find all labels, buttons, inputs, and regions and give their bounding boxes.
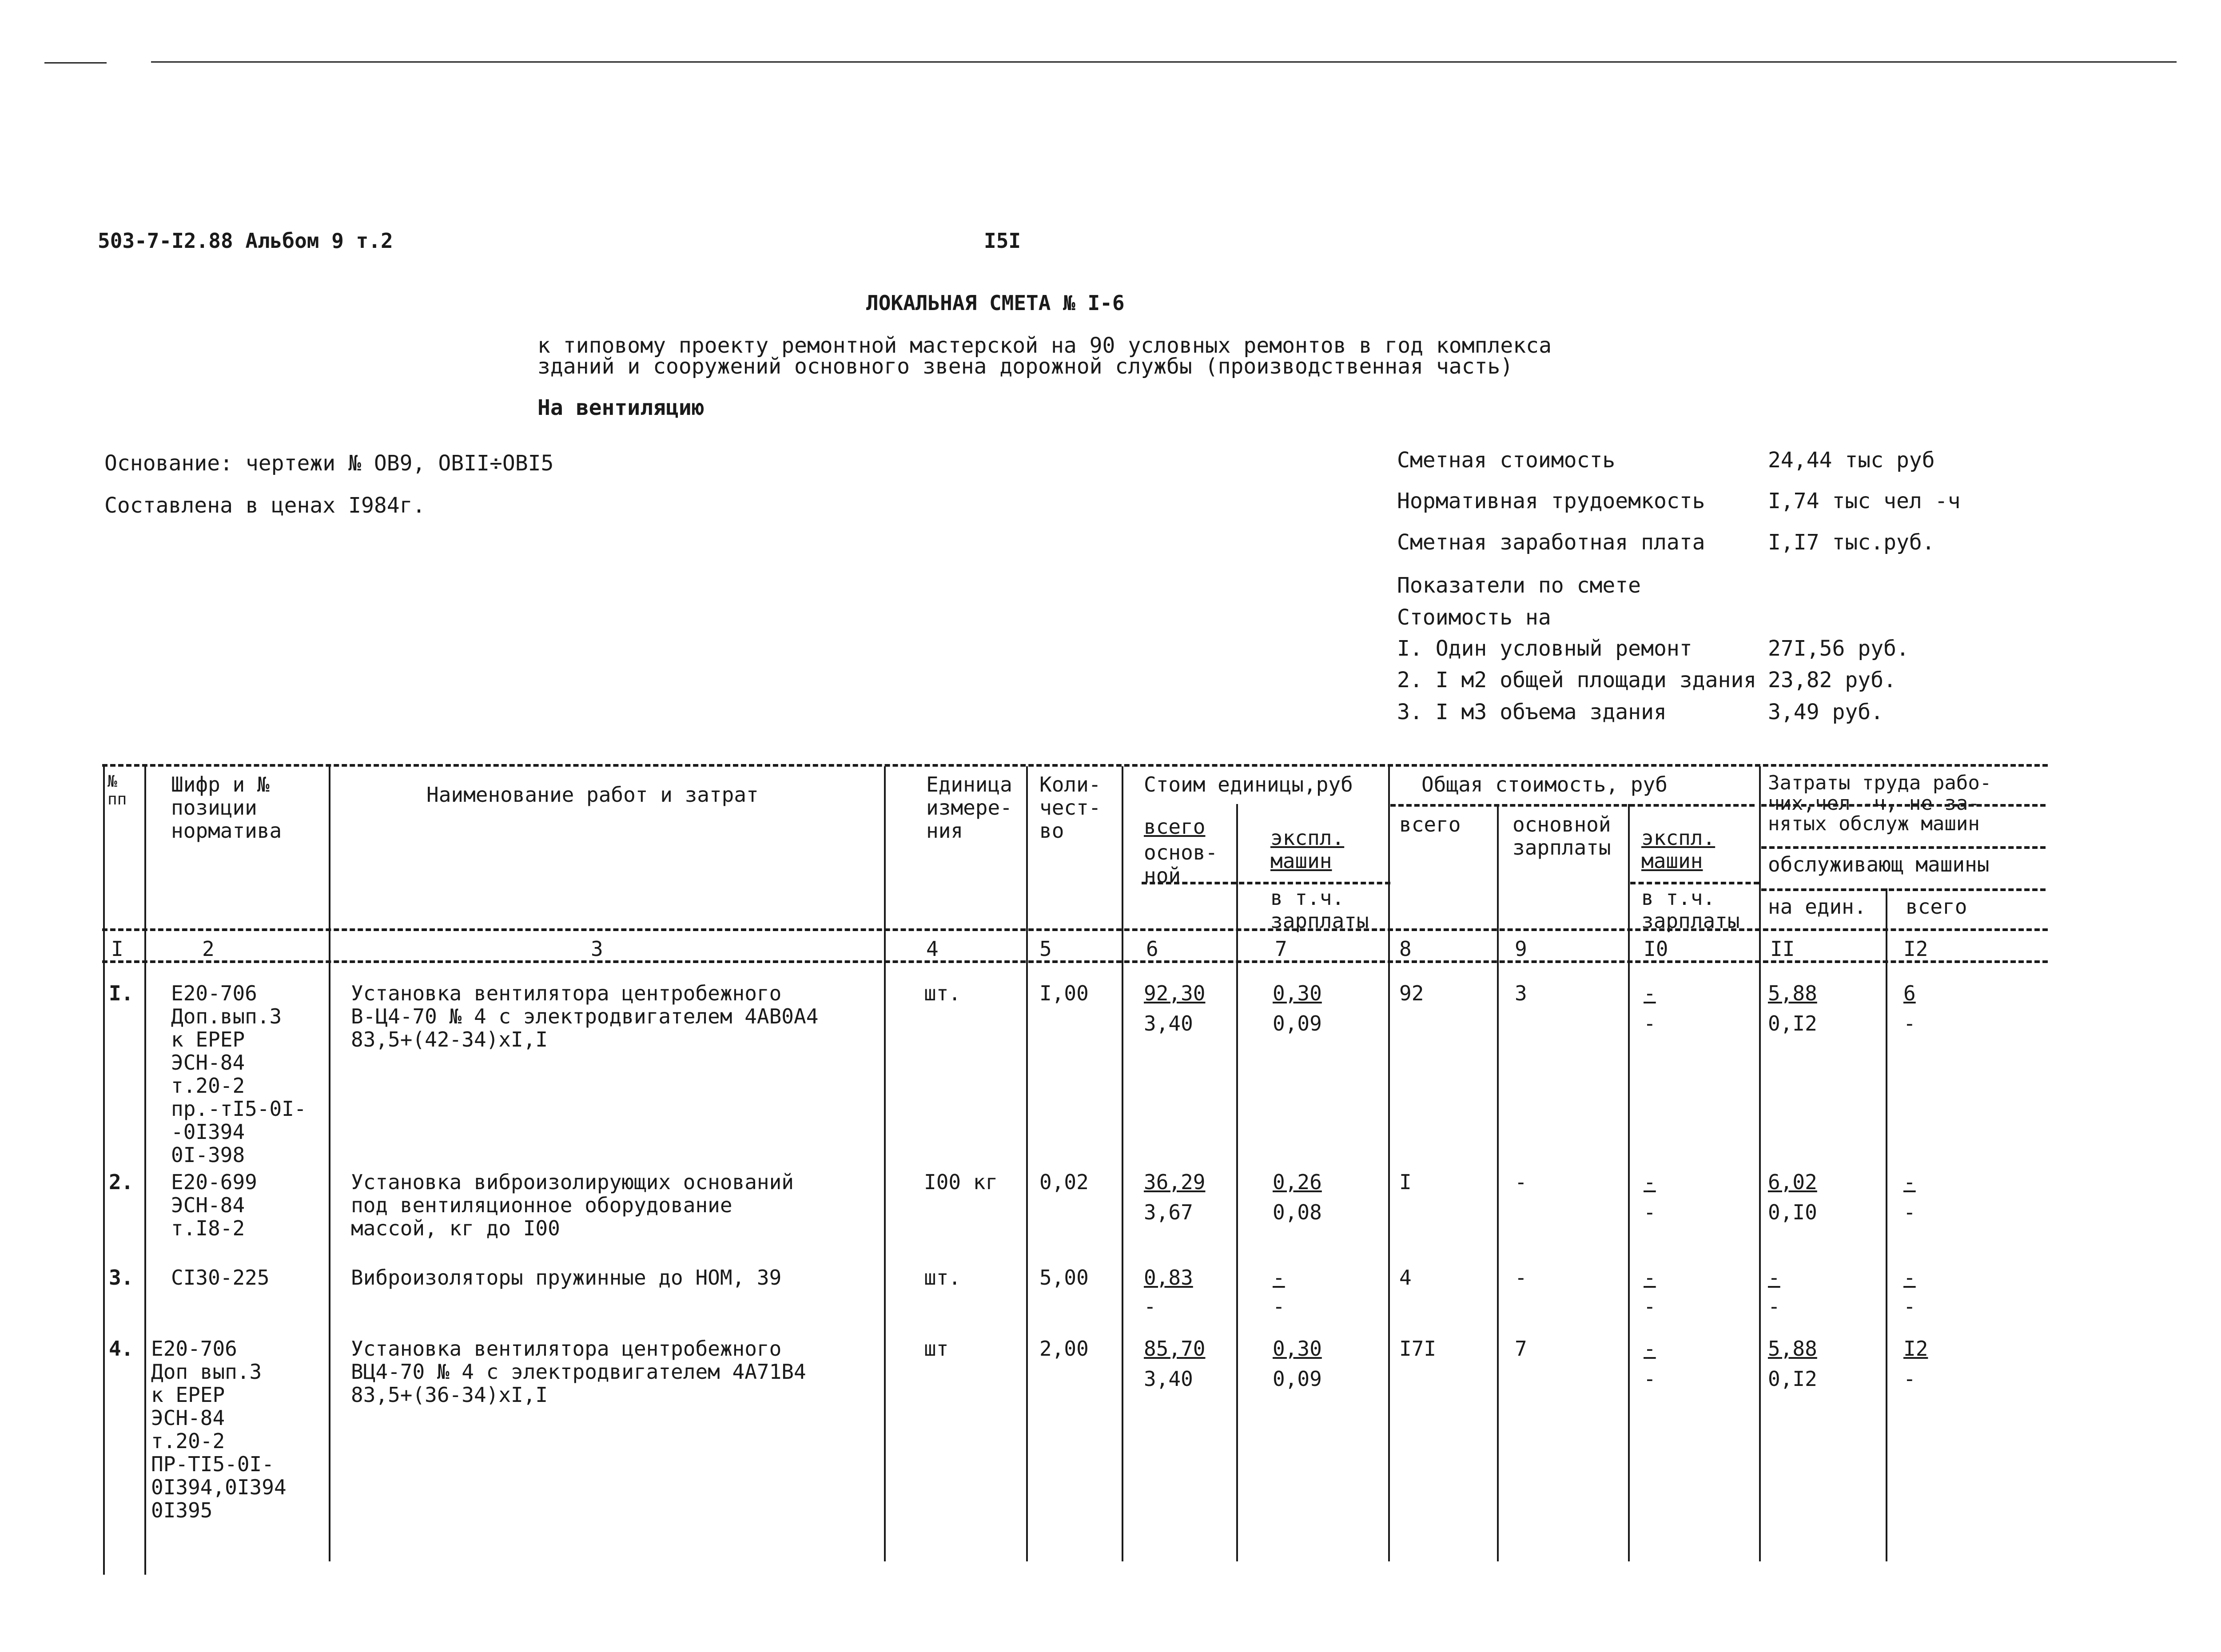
col-border-total-basic (1628, 804, 1630, 1561)
row-qty: 5,00 (1039, 1266, 1089, 1290)
row-qty: 2,00 (1039, 1337, 1089, 1361)
col-border-unit-cost (1388, 766, 1390, 1561)
row-code: СI30-225 (171, 1266, 270, 1290)
summary-indicators-label: Показатели по смете (1397, 573, 1641, 598)
colnum-bottom-rule (102, 960, 2048, 963)
row-unit-exp-wage: - (1273, 1294, 1285, 1318)
row-total-exp: - (1644, 981, 1656, 1005)
scan-edge-line (151, 61, 2177, 63)
row-labor-all: - (1903, 1170, 1916, 1194)
header-total-exp-wage: в т.ч. зарплаты (1641, 886, 1740, 933)
row-unit-total: 92,30 (1144, 981, 1206, 1005)
basis-drawings: Основание: чертежи № ОВ9, ОВII÷ОВI5 (104, 451, 554, 476)
row-unit-exp-wage: 0,09 (1273, 1367, 1322, 1391)
col-number-4: 4 (926, 937, 939, 961)
header-unit-exp-wage: в т.ч. зарплаты (1270, 886, 1369, 933)
row-total-exp-wage: - (1644, 1367, 1656, 1391)
row-labor-unit-serv: - (1768, 1294, 1780, 1318)
header-labor-serv: обслуживающ машины (1768, 852, 1990, 876)
document-code: 503-7-I2.88 Альбом 9 т.2 (98, 229, 393, 253)
col-number-1: I (111, 937, 123, 961)
row-total-basic: 3 (1515, 981, 1527, 1005)
col-border-unit-total (1236, 804, 1238, 1561)
header-unit-cost: Стоим единицы,руб (1144, 772, 1353, 796)
row-total-all: I (1399, 1170, 1412, 1194)
subtitle-line-2: зданий и сооружений основного звена дорожной службы (производственная часть) (537, 354, 1513, 379)
col-number-12: I2 (1903, 937, 1928, 961)
col-border-total-cost (1759, 766, 1761, 1561)
row-name: Виброизоляторы пружинные до НОМ, 39 (351, 1266, 782, 1290)
summary-wage-label: Сметная заработная плата (1397, 530, 1705, 555)
row-labor-all-serv: - (1903, 1294, 1916, 1318)
row-labor-all-serv: - (1903, 1367, 1916, 1391)
row-labor-unit-serv: 0,I2 (1768, 1011, 1817, 1035)
header-code: Шифр и № позиции норматива (171, 772, 282, 843)
col-number-3: 3 (591, 937, 603, 961)
header-total-all: всего (1399, 812, 1461, 836)
row-code: Е20-706 Доп.вып.3 к ЕРЕР ЭСН-84 т.20-2 пр.-тI5-0I- -0I394 0I-398 (171, 981, 306, 1167)
row-total-exp: - (1644, 1170, 1656, 1194)
summary-labor-label: Нормативная трудоемкость (1397, 489, 1705, 514)
row-unit-basic: - (1144, 1294, 1156, 1318)
col-number-5: 5 (1039, 937, 1052, 961)
row-qty: 0,02 (1039, 1170, 1089, 1194)
row-num: I. (109, 981, 134, 1005)
row-unit-exp: 0,26 (1273, 1170, 1322, 1194)
row-labor-unit: 6,02 (1768, 1170, 1817, 1194)
row-name: Установка вентилятора центробежного ВЦ4-70 № 4 с электродвигателем 4А71В4 83,5+(36-34)хI,I (351, 1337, 806, 1407)
row-total-exp-wage: - (1644, 1294, 1656, 1318)
row-total-exp-wage: - (1644, 1011, 1656, 1035)
row-labor-unit: 5,88 (1768, 981, 1817, 1005)
col-number-9: 9 (1515, 937, 1527, 961)
row-unit: шт. (924, 981, 961, 1005)
subtitle-line-3: На вентиляцию (537, 395, 705, 420)
row-qty: I,00 (1039, 981, 1089, 1005)
row-unit: шт (924, 1337, 949, 1361)
row-labor-unit: - (1768, 1266, 1780, 1290)
header-unit-total: всего (1144, 815, 1206, 839)
row-total-exp-wage: - (1644, 1200, 1656, 1224)
scan-edge-line-left (44, 62, 107, 64)
row-total-exp: - (1644, 1266, 1656, 1290)
row-name: Установка вентилятора центробежного В-Ц4-70 № 4 с электродвигателем 4АВ0А4 83,5+(42-34)хI,I (351, 981, 819, 1051)
row-code: Е20-699 ЭСН-84 т.I8-2 (171, 1170, 257, 1240)
col-number-2: 2 (202, 937, 215, 961)
header-num: № пп (107, 772, 127, 808)
row-total-all: 4 (1399, 1266, 1412, 1290)
col-number-10: I0 (1644, 937, 1668, 961)
summary-labor-value: I,74 тыс чел -ч (1768, 489, 1961, 514)
header-unit-basic: основ- ной (1144, 840, 1218, 888)
header-labor: Затраты труда рабо- чих,чел -ч, не за- нятых обслуж машин (1768, 772, 1992, 835)
row-unit-exp: 0,30 (1273, 1337, 1322, 1361)
subtitle-line-1: к типовому проекту ремонтной мастерской на 90 условных ремонтов в год комплекса (537, 333, 1552, 358)
header-bottom-rule (102, 928, 2048, 931)
col-number-11: II (1770, 937, 1795, 961)
indicator-3-label: 3. I м3 объема здания (1397, 700, 1667, 724)
row-unit-total: 0,83 (1144, 1266, 1193, 1290)
header-rule-total (1390, 804, 1755, 807)
indicator-2-label: 2. I м2 общей площади здания (1397, 668, 1757, 693)
col-border-left (103, 766, 105, 1575)
row-unit-exp-wage: 0,08 (1273, 1200, 1322, 1224)
indicator-3-value: 3,49 руб. (1768, 700, 1884, 724)
row-labor-all: 6 (1903, 981, 1916, 1005)
row-total-all: 92 (1399, 981, 1424, 1005)
row-total-basic: - (1515, 1266, 1527, 1290)
header-labor-unit: на един. (1768, 895, 1867, 919)
indicator-1-label: I. Один условный ремонт (1397, 636, 1692, 661)
summary-cost-on-label: Стоимость на (1397, 605, 1551, 630)
summary-cost-value: 24,44 тыс руб (1768, 448, 1935, 473)
row-unit-exp: - (1273, 1266, 1285, 1290)
row-unit-basic: 3,67 (1144, 1200, 1193, 1224)
header-labor-all: всего (1906, 895, 1967, 919)
row-total-exp: - (1644, 1337, 1656, 1361)
col-border-qty (1122, 766, 1123, 1561)
basis-prices: Составлена в ценах I984г. (104, 493, 426, 518)
row-labor-all: I2 (1903, 1337, 1928, 1361)
row-unit-exp-wage: 0,09 (1273, 1011, 1322, 1035)
indicator-1-value: 27I,56 руб. (1768, 636, 1909, 661)
col-border-name (884, 766, 886, 1561)
row-unit-exp: 0,30 (1273, 981, 1322, 1005)
page-number: I5I (984, 229, 1021, 253)
row-unit: шт. (924, 1266, 961, 1290)
row-num: 3. (109, 1266, 134, 1290)
col-border-code (329, 766, 330, 1561)
row-unit: I00 кг (924, 1170, 998, 1194)
document-title: ЛОКАЛЬНАЯ СМЕТА № I-6 (866, 291, 1125, 315)
col-number-6: 6 (1146, 937, 1158, 961)
row-total-basic: 7 (1515, 1337, 1527, 1361)
row-num: 4. (109, 1337, 134, 1361)
row-total-all: I7I (1399, 1337, 1437, 1361)
row-labor-unit-serv: 0,I0 (1768, 1200, 1817, 1224)
header-rule-labor-sub (1761, 888, 2046, 891)
row-labor-unit: 5,88 (1768, 1337, 1817, 1361)
header-rule-total-exp (1630, 882, 1759, 884)
summary-cost-label: Сметная стоимость (1397, 448, 1616, 473)
indicator-2-value: 23,82 руб. (1768, 668, 1896, 693)
row-unit-total: 36,29 (1144, 1170, 1206, 1194)
header-name: Наименование работ и затрат (426, 783, 759, 807)
header-total-basic: основной зарплаты (1513, 812, 1611, 860)
col-border-labor-unit (1886, 888, 1887, 1561)
col-number-8: 8 (1399, 937, 1412, 961)
row-labor-all: - (1903, 1266, 1916, 1290)
row-labor-unit-serv: 0,I2 (1768, 1367, 1817, 1391)
row-unit-total: 85,70 (1144, 1337, 1206, 1361)
row-labor-all-serv: - (1903, 1011, 1916, 1035)
row-unit-basic: 3,40 (1144, 1011, 1193, 1035)
header-rule-labor-serv (1761, 846, 2046, 849)
row-labor-all-serv: - (1903, 1200, 1916, 1224)
summary-wage-value: I,I7 тыс.руб. (1768, 530, 1935, 555)
table-top-rule (102, 764, 2048, 767)
row-name: Установка виброизолирующих оснований под вентиляционное оборудование массой, кг до I00 (351, 1170, 794, 1240)
col-border-total-all (1497, 804, 1499, 1561)
row-code: Е20-706 Доп вып.3 к ЕРЕР ЭСН-84 т.20-2 ПР-ТI5-0I- 0I394,0I394 0I395 (151, 1337, 287, 1522)
header-total-exp: экспл. машин (1641, 826, 1716, 873)
header-qty: Коли- чест- во (1039, 772, 1101, 843)
col-border-num (144, 766, 146, 1575)
row-total-basic: - (1515, 1170, 1527, 1194)
row-unit-basic: 3,40 (1144, 1367, 1193, 1391)
col-border-unit (1026, 766, 1028, 1561)
header-unit: Единица измере- ния (926, 772, 1012, 843)
header-unit-exp: экспл. машин (1270, 826, 1345, 873)
header-total-cost: Общая стоимость, руб (1421, 772, 1668, 796)
row-num: 2. (109, 1170, 134, 1194)
col-number-7: 7 (1275, 937, 1287, 961)
